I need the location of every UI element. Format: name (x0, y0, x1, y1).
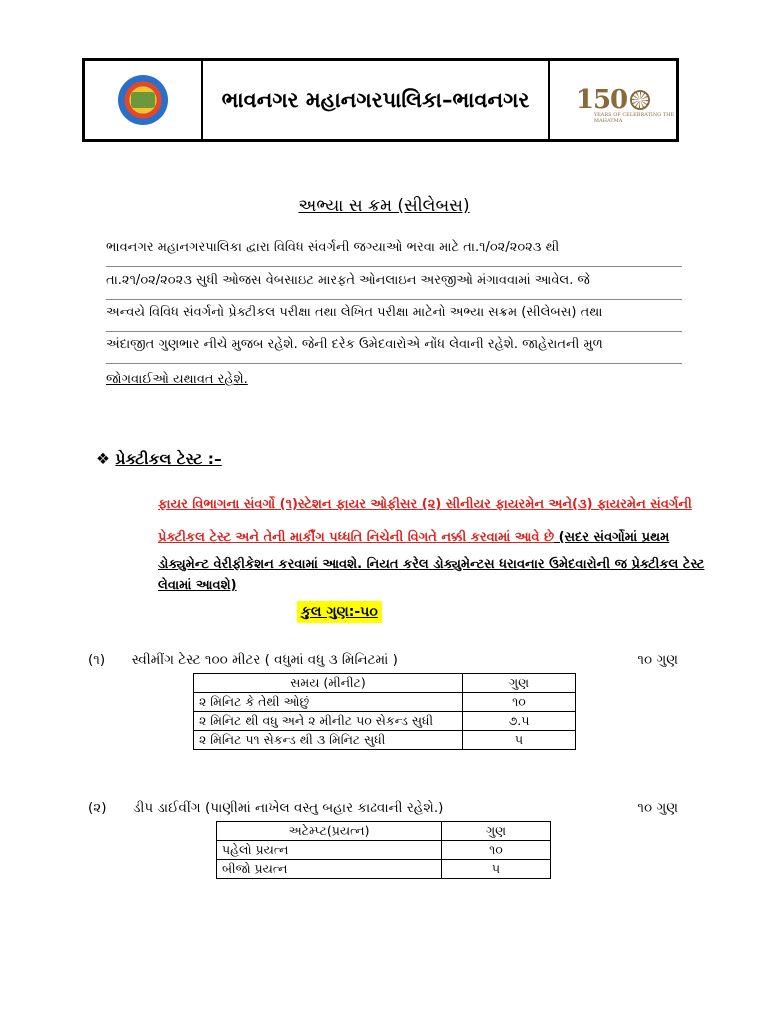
table-cell: ૫ (442, 860, 551, 879)
table-cell: ૧૦ (463, 693, 576, 712)
table-header-row (217, 822, 551, 841)
table-row (217, 860, 551, 879)
intro-line-3: અન્વયે વિવિધ સંવર્ગનો પ્રેક્ટીકલ પરીક્ષા તથા લેખિત પરીક્ષા માટેનો અભ્યા સક્રમ (સીલેબસ) તથા (106, 305, 682, 332)
table-row (217, 841, 551, 860)
item-2-number: (૨) (88, 800, 107, 816)
item-2-table (216, 821, 551, 879)
table-cell: ૨ મિનિટ ૫૧ સેકન્ડ થી ૩ મિનિટ સુધી (194, 731, 463, 750)
intro-line-5: જોગવાઈઓ યથાવત રહેશે. (106, 372, 248, 387)
intro-line-2: તા.૨૧/૦૨/૨૦૨૩ સુધી ઓજસ વેબસાઇટ મારફતે ઓનલાઇન અરજીઓ મંગાવવામાં આવેલ. જે (106, 273, 682, 300)
table-header: ગુણ (442, 822, 551, 841)
table-cell: ૧૦ (442, 841, 551, 860)
header-right-cell (550, 61, 676, 139)
notice-black-line-4: લેવામાં આવશે) (158, 578, 237, 593)
item-1-marks: ૧૦ ગુણ (637, 652, 678, 668)
notice-red-line-1: ફાયર વિભાગના સંવર્ગો (૧)સ્ટેશન ફાયર ઓફીસર (૨) સીનીયર ફાયરમેન અને(૩) ફાયરમેન સંવર્ગની (158, 497, 692, 512)
item-2-title: ડીપ ડાઈવીંગ (પાણીમાં નાખેલ વસ્તુ બહાર કાઢવાની રહેશે.) (133, 800, 444, 816)
table-cell: બીજો પ્રયત્ન (217, 860, 442, 879)
logo-caption: YEARS OF CELEBRATING THE MAHATMA (593, 112, 675, 124)
table-header: અટેમ્પ્ટ(પ્રયત્ન) (217, 822, 442, 841)
table-row (194, 693, 576, 712)
section-heading (96, 450, 222, 469)
logo-number: 150 (575, 85, 628, 115)
notice-line-2 (158, 530, 669, 545)
municipal-emblem-icon (118, 75, 168, 125)
header-left-cell (85, 61, 203, 139)
notice-black-line-3: ડોક્યુમેન્ટ વેરીફીકેશન કરવામાં આવશે. નિયત કરેલ ડોક્યુમેન્ટસ ધરાવનાર ઉમેદવારોની જ પ્રેક્ટીકલ ટેસ્ટ (158, 557, 705, 572)
table-header-row (194, 674, 576, 693)
table-row (194, 731, 576, 750)
total-marks: કુલ ગુણ:-૫૦ (297, 601, 382, 623)
item-1-table (193, 673, 576, 750)
page-title: અભ્યા સ ક્રમ (સીલેબસ) (298, 196, 470, 216)
table-cell: ૨ મિનિટ કે તેથી ઓછું (194, 693, 463, 712)
gandhi-150-logo (575, 85, 675, 124)
table-header: સમય (મીનીટ) (194, 674, 463, 693)
item-2-marks: ૧૦ ગુણ (637, 800, 678, 816)
table-header: ગુણ (463, 674, 576, 693)
section-label: પ્રેક્ટીકલ ટેસ્ટ :– (115, 450, 222, 468)
intro-line-1: ભાવનગર મહાનગરપાલિકા દ્વારા વિવિધ સંવર્ગની જગ્યાઓ ભરવા માટે તા.૧/૦૨/૨૦૨૩ થી (106, 240, 682, 267)
header-title: ભાવનગર મહાનગરપાલિકા–ભાવનગર (203, 61, 550, 139)
item-1-title: સ્વીમીંગ ટેસ્ટ ૧૦૦ મીટર ( વધુમાં વધુ ૩ મિનિટમાં ) (131, 652, 398, 668)
table-cell: ૭.૫ (463, 712, 576, 731)
table-cell: પહેલો પ્રયત્ન (217, 841, 442, 860)
notice-black-line-2: (સદર સંવર્ગોમાં પ્રથમ (554, 530, 670, 545)
item-1-heading (88, 652, 398, 668)
item-2-heading (88, 800, 443, 816)
table-cell: ૫ (463, 731, 576, 750)
item-1-number: (૧) (88, 652, 106, 668)
charkha-wheel-icon (630, 90, 650, 110)
intro-line-4: અંદાજીત ગુણભાર નીચે મુજબ રહેશે. જેની દરેક ઉમેદવારોએ નોંધ લેવાની રહેશે. જાહેરાતની મુળ (106, 337, 682, 364)
table-cell: ૨ મિનિટ થી વધુ અને ૨ મીનીટ ૫૦ સેકન્ડ સુધી (194, 712, 463, 731)
table-row (194, 712, 576, 731)
notice-red-line-2: પ્રેક્ટીકલ ટેસ્ટ અને તેની માર્કીંગ પધ્ધતિ નિચેની વિગતે નક્કી કરવામાં આવે છે (158, 530, 555, 545)
diamond-bullet-icon: ❖ (96, 450, 110, 468)
header-box (82, 58, 679, 142)
